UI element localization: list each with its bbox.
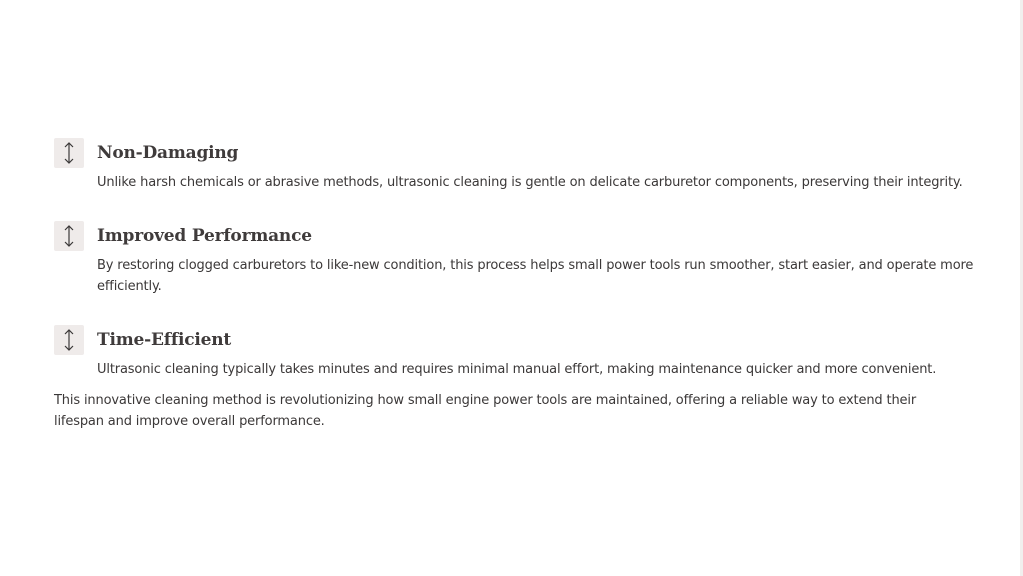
vertical-resize-arrow-icon xyxy=(54,138,84,168)
vertical-resize-arrow-icon xyxy=(54,221,84,251)
feature-item-improved-performance xyxy=(54,221,974,325)
feature-title: Improved Performance xyxy=(97,226,312,246)
feature-description: Ultrasonic cleaning typically takes minutes and requires minimal manual effort, making maintenance quicker and more convenient. xyxy=(97,362,937,377)
feature-list-section xyxy=(54,138,974,432)
feature-description: By restoring clogged carburetors to like-new condition, this process helps small power tools run smoother, start easier, and operate more efficiently. xyxy=(97,258,974,294)
feature-title: Time-Efficient xyxy=(97,330,232,350)
closing-paragraph: This innovative cleaning method is revolutionizing how small engine power tools are maintained, offering a reliable way to extend their lifespan and improve overall performance. xyxy=(54,393,917,429)
feature-description: Unlike harsh chemicals or abrasive methods, ultrasonic cleaning is gentle on delicate carburetor components, preserving their integrity. xyxy=(97,175,963,190)
feature-item-time-efficient xyxy=(54,325,974,390)
feature-item-non-damaging xyxy=(54,138,974,221)
vertical-resize-arrow-icon xyxy=(54,325,84,355)
feature-title: Non-Damaging xyxy=(97,143,239,163)
